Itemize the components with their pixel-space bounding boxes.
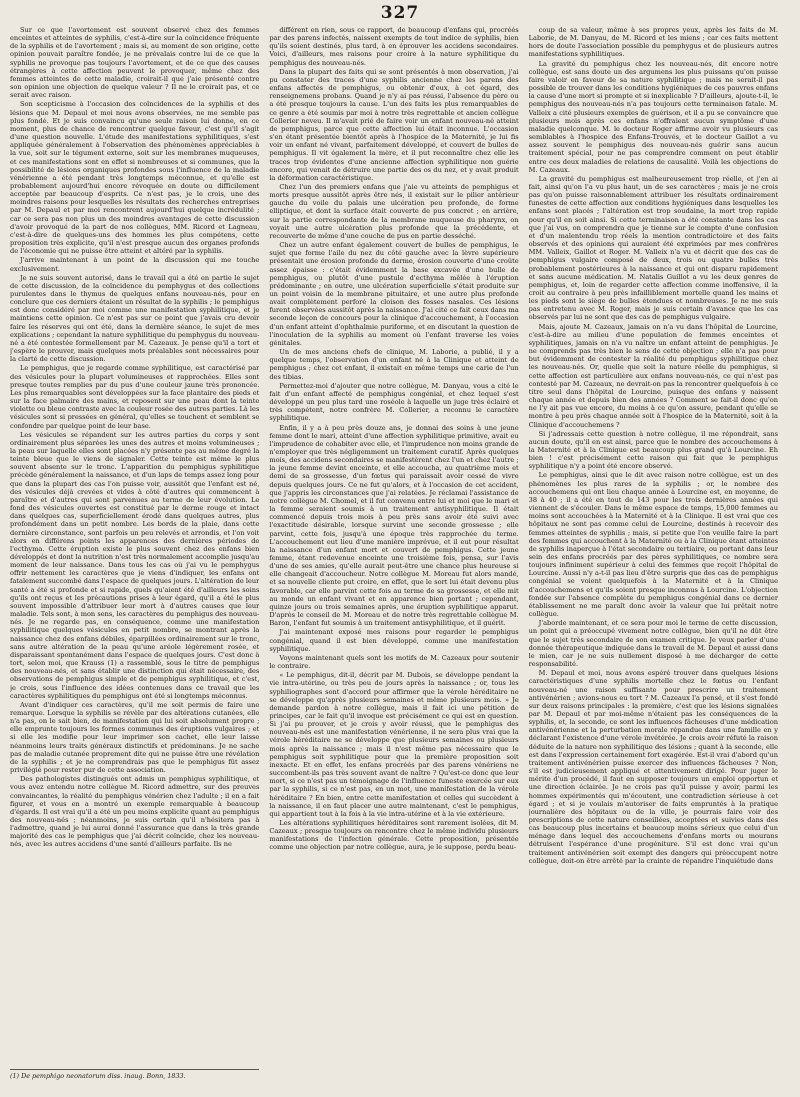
paragraph: Le pemphigus, ainsi que le dit avec raison notre collègue, est un des phénomènes les plus rares de la syphilis ; or, le nombre des accouchemens qui ont lieu chaque année à Lourcine est, en moyenne, de 38 à 40 ; il a été en tout de 143 pour les trois dernières années qui viennent de s'écouler. Dans le même espace de temps, 15,000 femmes au moins sont accouchées à la Maternité et à la Clinique. Il est vrai que ces hôpitaux ne sont pas comme celui de Lourcine, destinés à recevoir des femmes atteintes de syphilis ; mais, si petite que l'on veuille faire la part des femmes qui accouchent à la Maternité ou à la Clinique étant atteintes de syphilis inaperçue à l'état secondaire ou tertiaire, ou portant dans leur sein des enfans procréés par des pères syphilitiques, ce nombre sera toujours infiniment supérieur à celui des femmes que reçoit l'hôpital de Lourcine. Aussi n'y a-t-il pas lieu d'être surpris que des cas de pemphigus congénial se voient quelquefois à la Maternité et à la Clinique d'accouchemens et qu'ils soient presque inconnus à Lourcine. L'objection fondée sur l'absence complète du pemphigus congénial dans ce dernier établissement ne me paraît donc avoir la valeur que lui prêtait notre collègue.	[528, 471, 778, 619]
paragraph: La gravité du pemphigus est malheureusement trop réelle, et j'en ai fait, ainsi qu'on l'a vu plus haut, un de ses caractères ; mais je ne crois pas qu'on puisse raisonnablement attribuer les résultats ordinairement funestes de cette affection aux conditions hygiéniques dans lesquelles les enfans sont placés ; l'altération est trop soudaine, la mort trop rapide pour qu'il en soit ainsi. Si cette terminaison a été constante dans les cas que j'ai vus, on comprendra que je tienne sur le compte d'une confusion et d'un malentendu trop réels la mention contradictoire et des faits observés et des opinions qui auraient été exprimées par mes confrères MM. Valleix, Gaillot et Roger. M. Valleix n'a vu et décrit que des cas de pemphigus vulgaire composé de deux, trois ou quatre bulles très probablement postérieures à la naissance et qui ont disparu rapidement et sans aucune médication. M. Natalis Guillot a vu les deux genres de pemphigus, et, loin de regarder cette affection comme inoffensive, il la croit au contraire à peu près infailliblement mortelle quand les mains et les pieds sont le siège de bulles étendues et nombreuses. Je ne me suis pas entretenu avec M. Roger, mais je suis certain d'avance que les cas observés par lui ne sont que des cas de pemphigus vulgaire.	[528, 174, 778, 322]
paragraph: J'arrive maintenant à un point de la discussion qui me touche exclusivement.	[10, 256, 260, 273]
footnote: (1) De pemphigo neonatorum diss. inaug. Bonn, 1833.	[10, 1069, 259, 1080]
paragraph: Enfin, il y a à peu près douze ans, je donnai des soins à une jeune femme dont le mari, atteint d'une affection syphilitique primitive, avait eu l'imprudence de cohabiter avec elle, et l'imprudence non moins grande de n'employer que très négligemment un traitement curatif. Après quelques mois, des accidens secondaires se manifestèrent chez l'un et chez l'autre ; la jeune femme devint enceinte, et elle accoucha, au quatrième mois et demi de sa grossesse, d'un fœtus qui paraissait avoir cessé de vivre depuis quelques jours. Ce ne fut qu'alors, et à l'occasion de cet accident, que j'appris les circonstances que j'ai relatées. Je réclamai l'assistance de notre collègue M. Chomel, et il fut convenu entre lui et moi que le mari et la femme seraient soumis à un traitement antisyphilitique. Il était commencé depuis trois mois à peu près sans avoir été suivi avec l'exactitude désirable, lorsque survint une seconde grossesse ; elle parvint, cette fois, jusqu'à une époque très rapprochée du terme. L'accouchement eut lieu d'une manière imprévue, et il eut pour résultat la naissance d'un enfant mort et couvert de pemphigus. Cette jeune femme, étant redevenue enceinte une troisième fois, pensa, sur l'avis d'une de ses amies, qu'elle aurait peut-être une chance plus heureuse si elle changeait d'accoucheur. Notre collègue M. Moreau fut alors mandé, et sa nouvelle cliente put croire, en effet, que le sort lui était devenu plus favorable, car elle parvint cette fois au terme de sa grossesse, et elle mit au monde un enfant vivant et en apparence bien portant ; cependant, quinze jours ou trois semaines après, une éruption syphilitique apparut. D'après le conseil de M. Moreau et de notre très regrettable collègue M. Baron, l'enfant fut soumis à un traitement antisyphilitique, et il guérit.	[269, 423, 519, 628]
paragraph: coup de sa valeur, même à ses propres yeux, après les faits de M. Laborie, de M. Danyau, de M. Ricord et les miens ; car ces faits mettent hors de doute l'association possible du pemphygus et de plusieurs autres manifestations syphilitiques.	[528, 26, 778, 59]
paragraph: différent en rien, sous ce rapport, de beaucoup d'enfans qui, procréés par des parens infectés, naissent exempts de tout indice de syphilis, bien qu'ils soient destinés, plus tard, à en éprouver les accidens secondaires. Voici, d'ailleurs, mes raisons pour croire à la nature syphilitique du pemphigus des nouveau-nés.	[269, 26, 519, 67]
paragraph: Je ne suis souvent autorisé, dans le travail qui a été en partie le sujet de cette discussion, de la coïncidence du pemphygus et des collections purulentes dans le thymus de quelques enfans nouveau-nés, pour en conclure que ces derniers étaient un résultat de la syphilis ; le pemphigus est donc considéré par moi comme une manifestation syphilitique, et je maintiens cette opinion. Ce n'est pas sur ce point que j'avais cru devoir faire les réserves qui ont été, dans la dernière séance, le sujet de mes explications ; cependant la nature syphilitique du pemphygus du nouveau-né a été contestée formellement par M. Cazeaux. Je pense qu'il a tort et j'espère le prouver, mais quelques mots préalables sont nécessaires pour la clarté de cette discussion.	[10, 273, 260, 364]
paragraph: Dans la plupart des faits qui se sont présentés à mon observation, j'ai pu constater des traces d'une syphilis ancienne chez les parens des enfans affectés de pemphigus, ou obtenir d'eux, à cet égard, des renseignemens probans. Quand je n'y ai pas réussi, l'absence du père ou a été presque toujours la cause. L'un des faits les plus remarquables de ce genre a été soumis par moi à notre très regrettable et ancien collègue Collerier neveu. Il m'avait prié de faire voir un enfant nouveau-né atteint de pemphigus, parce que cette affection lui était inconnue. L'occasion s'en étant présentée bientôt après à l'hospice de la Maternité, je lui fis voir un enfant né vivant, parfaitement développé, et couvert de bulles de pemphigus. Il vit également la mère, et il put reconnaître chez elle les traces trop évidentes d'une ancienne affection syphilitique non guérie encore, qui venait de détruire une partie des os du nez, et y avait produit la déformation caractéristique.	[269, 67, 519, 182]
paragraph: Si j'adressais cette question à notre collègue, il me répondrait, sans aucun doute, qu'il en est ainsi, parce que le nombre des accouchemens à la Maternité et à la Clinique est beaucoup plus grand qu'à Lourcine. Eh bien ! c'est précisément cette raison qui fait que le pemphigus syphilitique n'y a point été encore observé.	[528, 429, 778, 471]
paragraph: J'ai maintenant exposé mes raisons pour regarder le pemphigus congénial, quand il est bien développé, comme une manifestation syphilitique.	[269, 628, 519, 653]
text-columns	[10, 26, 778, 1081]
paragraph: Le pemphigus, que je regarde comme syphilitique, est caractérisé par des vésicules pour la plupart volumineuses et rapprochées. Elles sont presque toutes remplies par du pus d'une couleur jaune très prononcée. Les plus remarquables sont développées sur la face plantaire des pieds et sur la face palmaire des mains, et reposent sur une peau dont la teinte violette ou bleue contraste avec la couleur rosée des autres parties. Là les vésicules sont si pressées en général, qu'elles se touchent et semblent se confondre par quelque point de leur base.	[10, 364, 260, 430]
paragraph: M. Depaul et moi, nous avons espéré trouver dans quelques lésions caractéristiques d'une syphilis mortelle chez le fœtus ou l'enfant nouveau-né une raison suffisante pour prescrire un traitement antivénérien ; avions-nous eu tort ? M. Cazeaux l'a pensé, et il s'est fondé sur deux raisons principales : la première, c'est que les lésions signalées par M. Depaul et par moi-même n'étaient pas les conséquences de la syphilis, et, la seconde, ce sont les influences fâcheuses d'une médication antivénérienne et la perturbation morale répandue dans une famille en y déclarant l'existence d'une vérole invétérée. Je crois avoir réfuté la raison déduite de la nature non syphilitique des lésions ; quant à la seconde, elle est dans l'expression certainement fort exagérée. Est-il vrai d'abord qu'un traitement antivénérien puisse exercer des influences fâcheuses ? Non, s'il est judicieusement appliqué et attentivement dirigé. Pour juger le mérite d'un procédé, il faut en supposer toujours un emploi opportun et une direction éclairée. Je ne crois pas qu'il puisse y avoir, parmi les hommes expérimentés qui m'écoutent, une contradiction sérieuse à cet égard ; et si je voulais m'autoriser de faits empruntés à la pratique journalière des hôpitaux ou de la ville, je pourrais faire voir des prescriptions de cette nature conseillées, acceptées et suivies dans des cas beaucoup plus incertains et beaucoup moins sérieux que celui d'un ménage dans lequel des accouchemens d'enfans morts ou mourans détruisent l'espérance d'une progéniture. S'il est donc vrai qu'un traitement antivénérien soit exempt des dangers qui préoccupent notre collègue, doit-on être arrêté par la crainte de répandre l'inquiétude dans	[528, 669, 778, 865]
column-2	[269, 26, 518, 1081]
column-3	[529, 26, 778, 1081]
paragraph: Chez l'un des premiers enfans que j'aie vu atteints de pemphigus et morts presque aussitôt après être nés, il existait sur le pilier antérieur gauche du voile du palais une ulcération peu profonde, de forme elliptique, et dont la surface était couverte de pus concret ; en arrière, sur la partie correspondante de la membrane muqueuse du pharynx, on voyait une autre ulcération plus profonde que la précédente, et recouverte de même d'une couche de pus en partie desséché.	[269, 182, 519, 240]
column-1	[10, 26, 259, 1081]
paragraph: Un de mes anciens chefs de clinique, M. Laborie, a publié, il y a quelque temps, l'observation d'un enfant né à la Clinique et atteint de pemphigus ; chez cet enfant, il existait en même temps une carie de l'un des tibias.	[269, 348, 519, 381]
paragraph: Permettez-moi d'ajouter que notre collègue, M. Danyau, vous a cité le fait d'un enfant affecté de pemphigus congénial, et chez lequel s'est développé un peu plus tard une roséole à laquelle un juge très éclairé et très compétent, notre confrère M. Collerier, a reconnu le caractère syphilitique.	[269, 381, 519, 423]
paragraph: Avant d'indiquer ces caractères, qu'il me soit permis de faire une remarque. Lorsque la syphilis se révèle par des altérations cutanées, elle n'a pas, on le sait bien, de manifestation qui lui soit absolument propre ; elle emprunte toujours les formes communes des éruptions vulgaires ; et si elle les modifie pour leur imprimer son cachet, elle leur laisse néanmoins leurs traits généraux distinctifs et prédominans. Je ne sache pas de maladie cutanée proprement dite qui ne puisse être une révélation de la syphilis ; et je ne comprendrais pas que le pemphigus fût assez privilégié pour rester pur de cette association.	[10, 700, 260, 775]
paragraph: Les altérations syphilitiques héréditaires sont rarement isolées, dit M. Cazeaux ; presque toujours on rencontre chez le même individu plusieurs manifestations de l'infection générale. Cette proposition, présentée comme une objection par notre collègue, aura, je le suppose, perdu beau-	[269, 819, 519, 852]
paragraph: Mais, ajoute M. Cazeaux, jamais on n'a vu dans l'hôpital de Lourcine, c'est-à-dire au milieu d'une population de femmes enceintes et syphilitiques, jamais on n'a vu naître un enfant atteint de pemphigus. Je ne comprends pas très bien le sens de cette objection ; elle n'a pas pour but évidemment de contester la réalité du pemphigus syphilitique chez les nouveau-nés. Or, quelle que soit la nature réelle du pemphigus, si cette affection est particulière aux enfans nouveau-nés, ce qui n'est pas contesté par M. Cazeaux, ne devrait-on pas la rencontrer quelquefois à ce titre seul dans l'hôpital de Lourcine, puisque des enfans y naissent chaque année et depuis bien des années ? Comment se fait-il donc qu'on ne l'y ait pas vue encore, du moins à ce qu'on assure, pendant qu'elle se montre à peu près chaque année soit à l'hospice de la Maternité, soit à la Clinique d'accouchemens ?	[528, 322, 778, 429]
paragraph: Son scepticisme à l'occasion des coïncidences de la syphilis et des lésions que M. Depaul et moi nous avons observées, ne me semble pas plus fondé. Et je suis convaincu qu'une seule raison lui donne, en ce moment, plus de chance de rencontrer quelque faveur, c'est qu'il s'agit d'une question nouvelle. L'étude des manifestations syphilitiques, s'est appliquée généralement à l'observation des phénomènes appréciables à la vue, soit sur le tégument externe, soit sur les membranes muqueuses, et ces manifestations sont en effet si nombreuses et si communes, que la possibilité de lésions organiques profondes sous l'influence de la maladie vénérienne a été pendant très longtemps méconnue, et qu'elle est probablement aujourd'hui encore révoquée en doute ou difficilement acceptée par beaucoup d'esprits. Ce n'est pas, je le crois, une des moindres raisons pour lesquelles les résultats des recherches entreprises par M. Depaul et par moi rencontrent aujourd'hui quelque incrédulité ; car ce sera pas non plus un des moindres avantages de cette discussion d'avoir provoqué de la part de nos collègues, MM. Ricord et Lagneau, c'est-à-dire de quelques-uns des hommes les plus compétens, cette proposition très explicite, qu'il n'est presque aucun des organes profonds de l'économie qui ne puisse être atteint et altéré par la syphilis.	[10, 100, 260, 256]
page-number: 327	[380, 3, 420, 23]
paragraph: Les vésicules se répandent sur les autres parties du corps y sont ordinairement plus séparées les unes des autres et moins volumineuses ; la peau sur laquelle elles sont placées n'y présente pas au même degré la teinte bleue que le viens de signaler. Cette teinte est même le plus souvent absente sur le tronc. L'apparition du pemphigus syphilitique précède généralement la naissance, et d'un laps de temps assez long pour que dans la plupart des cas l'on puisse voir, aussitôt que l'enfant est né, des vésicules déjà crevées et vides à côté d'autres qui commencent à paraître et d'autres qui sont parvenues au terme de leur évolution. Le fond des vésicules ouvertes est constitué par le derme rouge et intact dans quelques cas, superficiellement érodé dans quelques autres, plus profondément dans un petit nombre. Les bords de la plaie, dans cette dernière circonstance, sont parfois un peu relevés et arrondis, et l'on voit alors en différens points les apparences des dernières périodes de l'ecthyma. Cette éruption existe le plus souvent chez des enfans bien développés et dont la nutrition n'est très normalement accomplie jusqu'au moment de leur naissance. Dans tous les cas où j'ai vu le pemphygus offrir nettement les caractères que je viens d'indiquer, les enfans ont fatalement succombé dans l'espace de quelques jours. L'altération de leur santé a été si profonde et si rapide, quels qu'aient été d'ailleurs les soins qu'ils ont reçus et les précautions prises à leur égard, qu'il a été le plus souvent impossible d'attribuer leur mort à d'autres causes que leur maladie. Tels sont, à mon sens, les caractères du pemphigus des nouveau-nés. Je ne regarde pas, en conséquence, comme une manifestation syphilitique quelques vésicules en petit nombre, se montrant après la naissance chez des enfans débiles, éparpillées ordinairement sur le tronc, sans autre altération de la peau qu'une aréole légèrement rosée, et disparaissant spontanément dans l'espace de quelques jours. C'est donc à tort, selon moi, que Krauss (1) a rassemblé, sous le titre de pemphigus des nouveau-nés, et sans établir une distinction qui était nécessaire, des observations de pemphigus simple et de pemphigus syphilitique, et c'est, je crois, sous l'influence des idées contenues dans ce travail que les caractères syphilitiques du pemphigus ont été si longtemps méconnus.	[10, 430, 260, 700]
paragraph: Chez un autre enfant également couvert de bulles de pemphigus, le sujet que forme l'aile du nez du côté gauche avec la lèvre supérieure présentait une érosion profonde du derme, érosion couverte d'une croûte assez épaisse : c'était évidemment la base excavée d'une bulle de pemphigus, ou plutôt d'une pustule d'ecthyma mêlée à l'éruption prédominante ; en outre, une ulcération superficielle s'était produite sur un point voisin de la membrane pituitaire, et une autre plus profonde avait complètement perforé la cloison des fosses nasales. Ces lésions furent observées aussitôt après la naissance. J'ai cité ce fait ceux dans ma seconde leçon de concours pour la clinique d'accouchement, à l'occasion d'un enfant atteint d'ophthalmie puriforme, et en discutant la question de l'inoculation de la syphilis au moment où l'enfant traverse les voies génitales.	[269, 241, 519, 347]
paragraph: J'aborde maintenant, et ce sera pour moi le terme de cette discussion, un point qui a préoccupé vivement notre collègue, bien qu'il ne dût être que le sujet très secondaire de son examen critique. Je veux parler d'une donnée thérapeutique indiquée dans le travail de M. Depaul et aussi dans le mien, car je ne suis nullement disposé à me décharger de cette responsabilité.	[528, 619, 778, 669]
paragraph: La gravité du pemphigus chez les nouveau-nés, dit encore notre collègue, est sans doute un des argumens les plus puissans qu'on puisse faire valoir en faveur de sa nature syphilitique ; mais ne serait-il pas possible de trouver dans les conditions hygiéniques de ces pauvres enfans la cause d'une mort si prompte et si inexplicable ? D'ailleurs, ajoute-t-il, le pemphigus des nouveau-nés n'a pas toujours cette terminaison fatale. M. Valleix a cité plusieurs exemples de guérison, et il a pu se convaincre que plusieurs mois après ces enfans n'offraient aucun symptôme d'une maladie quelconque. M. le docteur Roger affirme avoir vu plusieurs cas semblables à l'hospice des Enfans-Trouvés, et le docteur Gaillot a vu assez souvent le pemphigus des nouveau-nés guérir sans aucun traitement spécial, pour ne pas comprendre comment on peut établir entre ces deux maladies de relations de causalité. Voilà les objections de M. Cazeaux.	[528, 59, 778, 174]
paragraph: Voyons maintenant quels sont les motifs de M. Cazeaux pour soutenir le contraire.	[269, 653, 519, 671]
paragraph: Des pathologistes distingués ont admis un pemphigus syphilitique, et vous avez entendu notre collègue M. Ricord admettre, sur des preuves convaincantes, la réalité du pemphigus vénérien chez l'adulte ; il en a fait figurer, et vous en a montré un exemple remarquable à beaucoup d'égards. Il est vrai qu'il a été un peu moins explicite quant au pemphigus des nouveau-nés ; néanmoins, je suis certain qu'il n'hésitera pas à l'admettre, quand je lui aurai donné l'assurance que dans la très grande majorité des cas le pemphigus que j'ai décrit coïncide, chez les nouveau-nés, avec les autres accidens d'une santé d'ailleurs parfaite. Ils ne	[10, 775, 260, 849]
paragraph: Sur ce que l'avortement est souvent observé chez des femmes enceintes et atteintes de syphilis, c'est-à-dire sur la coïncidence fréquente de la syphilis et de l'avortement ; mais si, au moment de son origine, cette opinion pouvait paraître fondée, je ne prévalais contre lui de ce que la syphilis ne provoque pas toujours l'avortement, et de ce que des causes étrangères à cette affection peuvent le provoquer, même chez des femmes atteintes de cette maladie, croirait-il que j'aie présenté contre son opinion une objection de quelque valeur ? Il ne le croirait pas, et ce serait avec raison.	[10, 26, 260, 100]
paragraph: « Le pemphigus, dit-il, décrit par M. Dubois, se développe pendant la vie intra-utérine, ou très peu de jours après la naissance ; or, tous les syphiliographes sont d'accord pour affirmer que la vérole héréditaire ne se développe qu'après plusieurs semaines et même plusieurs mois. » Je demande pardon à notre collègue, mais il fait ici une pétition de principes, car le fait qu'il invoque est précisément ce qui est en question. Si j'ai pu prouver, et je crois y avoir réussi, que le pemphigus des nouveau-nés est une manifestation vénérienne, il ne sera plus vrai que la vérole héréditaire ne se développe que plusieurs semaines ou plusieurs mois après la naissance ; mais il n'est même pas nécessaire que le pemphigus soit syphilitique pour que la première proposition soit inexacte. Et en effet, les enfans procréés par des parens vénériens ne succombent-ils pas très souvent avant de naître ? Qu'est-ce donc que leur mort, si ce n'est pas un témoignage de l'influence funeste exercée sur eux par la syphilis, si ce n'est pas, en un mot, une manifestation de la vérole héréditaire ? En bien, entre cette manifestation et celles qui succèdent à la naissance, il en faut placer une autre maintenant, c'est le pemphigus, qui appartient tout à la fois à la vie intra-utérine et à la vie extérieure.	[269, 671, 519, 818]
